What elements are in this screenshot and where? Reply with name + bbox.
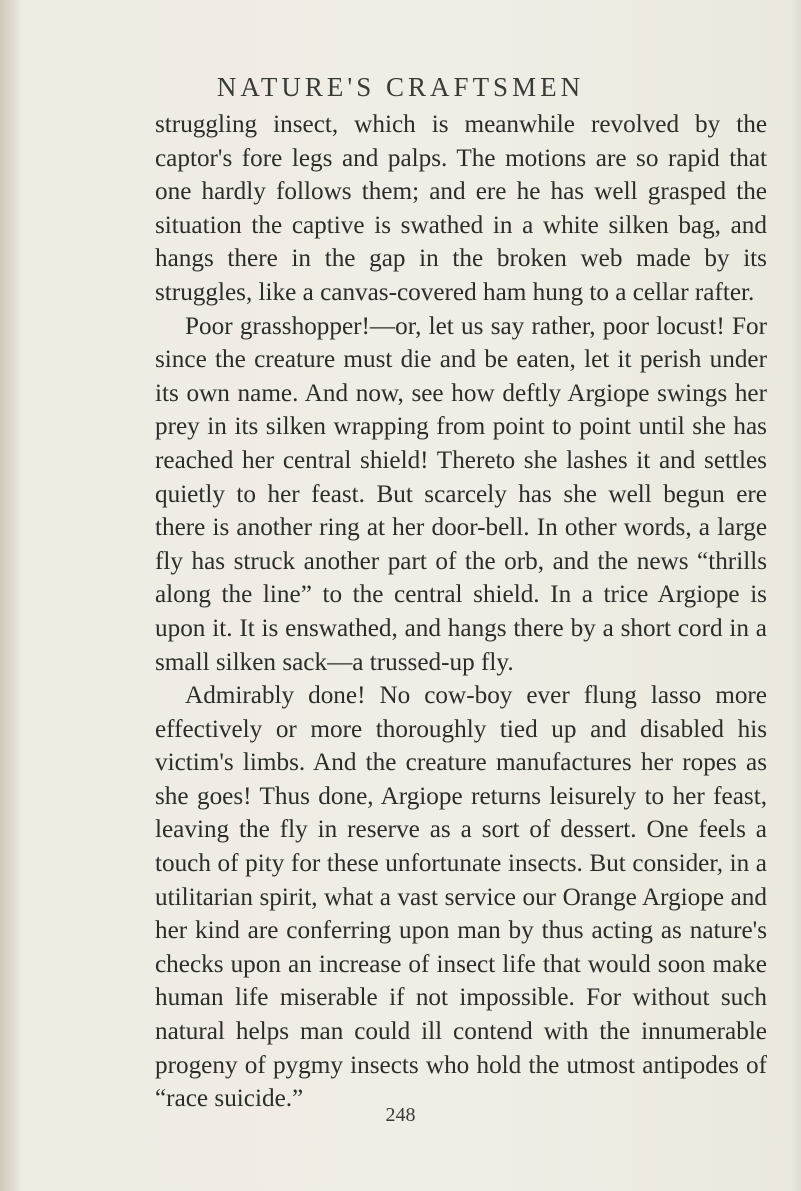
running-head: NATURE'S CRAFTSMEN <box>216 72 585 102</box>
page-edge <box>791 0 801 1191</box>
paragraph-admirably-done: Admirably done! No cow-boy ever flung lasso more effectively or more thoroughly tied up and disabled his victim's limbs. And the creature manufactures her ropes as she goes! Thus done, Argiope returns leisurely to her feast, leaving the fly in reserve as a sort of dessert. One feels a touch of pity for these unfortunate insects. But consider, in a utilitarian spirit, what a vast service our Orange Argiope and her kind are conferring upon man by thus acting as nature's checks upon an increase of insect life that would soon make human life miserable if not impossible. For without such natural helps man could ill contend with the innumerable progeny of pygmy insects who hold the utmost antipodes of “race suicide.” <box>155 682 767 1113</box>
binding-gutter <box>0 0 22 1191</box>
paragraph-poor-grasshopper: Poor grasshopper!—or, let us say rather, poor locust! For since the creature must die and be eaten, let it perish under its own name. And now, see how deftly Argiope swings her prey in its silken wrapping from point to point until she has reached her central shield! Thereto she lashes it and settles quietly to her feast. But scarcely has she well begun ere there is another ring at her door-bell. In other words, a large fly has struck another part of the orb, and the news “thrills along the line” to the central shield. In a trice Argiope is upon it. It is enswathed, and hangs there by a short cord in a small silken sack—a trussed-up fly. <box>155 312 767 676</box>
body-text <box>155 108 767 1116</box>
page-number: 248 <box>385 1104 416 1126</box>
paragraph-continued: struggling insect, which is meanwhile revolved by the captor's fore legs and palps. The motions are so rapid that one hardly follows them; and ere he has well grasped the situation the captive is swathed in a white silken bag, and hangs there in the gap in the broken web made by its struggles, like a canvas-covered ham hung to a cellar rafter. <box>155 111 767 306</box>
